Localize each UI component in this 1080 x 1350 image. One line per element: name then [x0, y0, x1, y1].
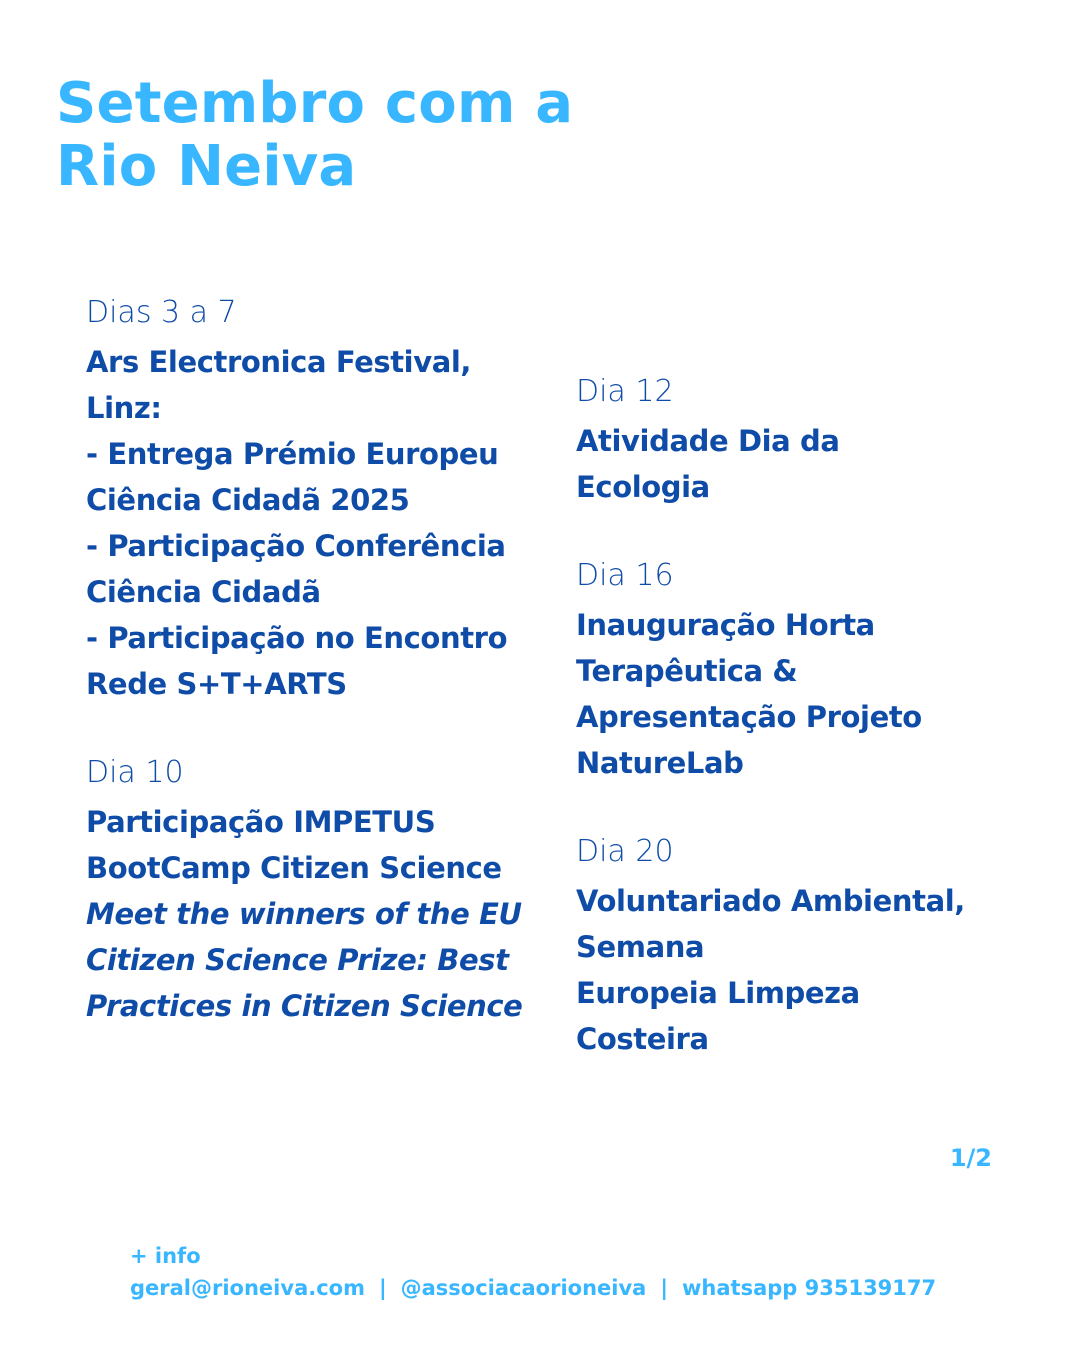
separator: | [660, 1276, 669, 1300]
contact-row [130, 1272, 936, 1304]
event-dia-10 [86, 753, 556, 1029]
event-line: Terapêutica & [576, 654, 798, 688]
event-line: Ars Electronica Festival, [86, 345, 472, 379]
footer [130, 1240, 936, 1304]
event-line: BootCamp Citizen Science [86, 851, 502, 885]
instagram-handle[interactable]: @associacaorioneiva [400, 1276, 647, 1300]
event-line: Inauguração Horta [576, 608, 875, 642]
event-line-italic: Citizen Science Prize: Best [86, 943, 509, 977]
event-line: Semana [576, 930, 705, 964]
event-line: Participação IMPETUS [86, 805, 436, 839]
page-indicator: 1/2 [949, 1144, 992, 1172]
event-line: Atividade Dia da [576, 424, 840, 458]
event-date: Dias 3 a 7 [86, 295, 237, 330]
event-date: Dia 20 [576, 834, 674, 869]
left-column [86, 293, 556, 1075]
event-line: - Entrega Prémio Europeu [86, 437, 499, 471]
event-dias-3-a-7 [86, 293, 556, 707]
event-date: Dia 16 [576, 558, 674, 593]
event-line: - Participação Conferência [86, 529, 506, 563]
event-line: Ciência Cidadã 2025 [86, 483, 410, 517]
right-column [576, 372, 1016, 1108]
event-line: Apresentação Projeto [576, 700, 922, 734]
event-date: Dia 10 [86, 755, 184, 790]
page-title [56, 72, 756, 198]
event-line: Ciência Cidadã [86, 575, 321, 609]
event-line: - Participação no Encontro [86, 621, 508, 655]
event-line-italic: Meet the winners of the EU [86, 897, 522, 931]
event-line: Ecologia [576, 470, 710, 504]
more-info-label: + info [130, 1244, 201, 1268]
event-line: NatureLab [576, 746, 744, 780]
separator: | [378, 1276, 387, 1300]
event-dia-16 [576, 556, 1016, 786]
event-dia-20 [576, 832, 1016, 1062]
event-dia-12 [576, 372, 1016, 510]
title-line-2: Rio Neiva [56, 134, 357, 199]
email-link[interactable]: geral@rioneiva.com [130, 1276, 365, 1300]
event-line: Linz: [86, 391, 162, 425]
event-line: Rede S+T+ARTS [86, 667, 347, 701]
event-line: Costeira [576, 1022, 709, 1056]
whatsapp-contact[interactable]: whatsapp 935139177 [682, 1276, 937, 1300]
event-date: Dia 12 [576, 374, 674, 409]
event-line: Voluntariado Ambiental, [576, 884, 965, 918]
event-line: Europeia Limpeza [576, 976, 860, 1010]
title-line-1: Setembro com a [56, 71, 574, 136]
event-line-italic: Practices in Citizen Science [86, 989, 523, 1023]
